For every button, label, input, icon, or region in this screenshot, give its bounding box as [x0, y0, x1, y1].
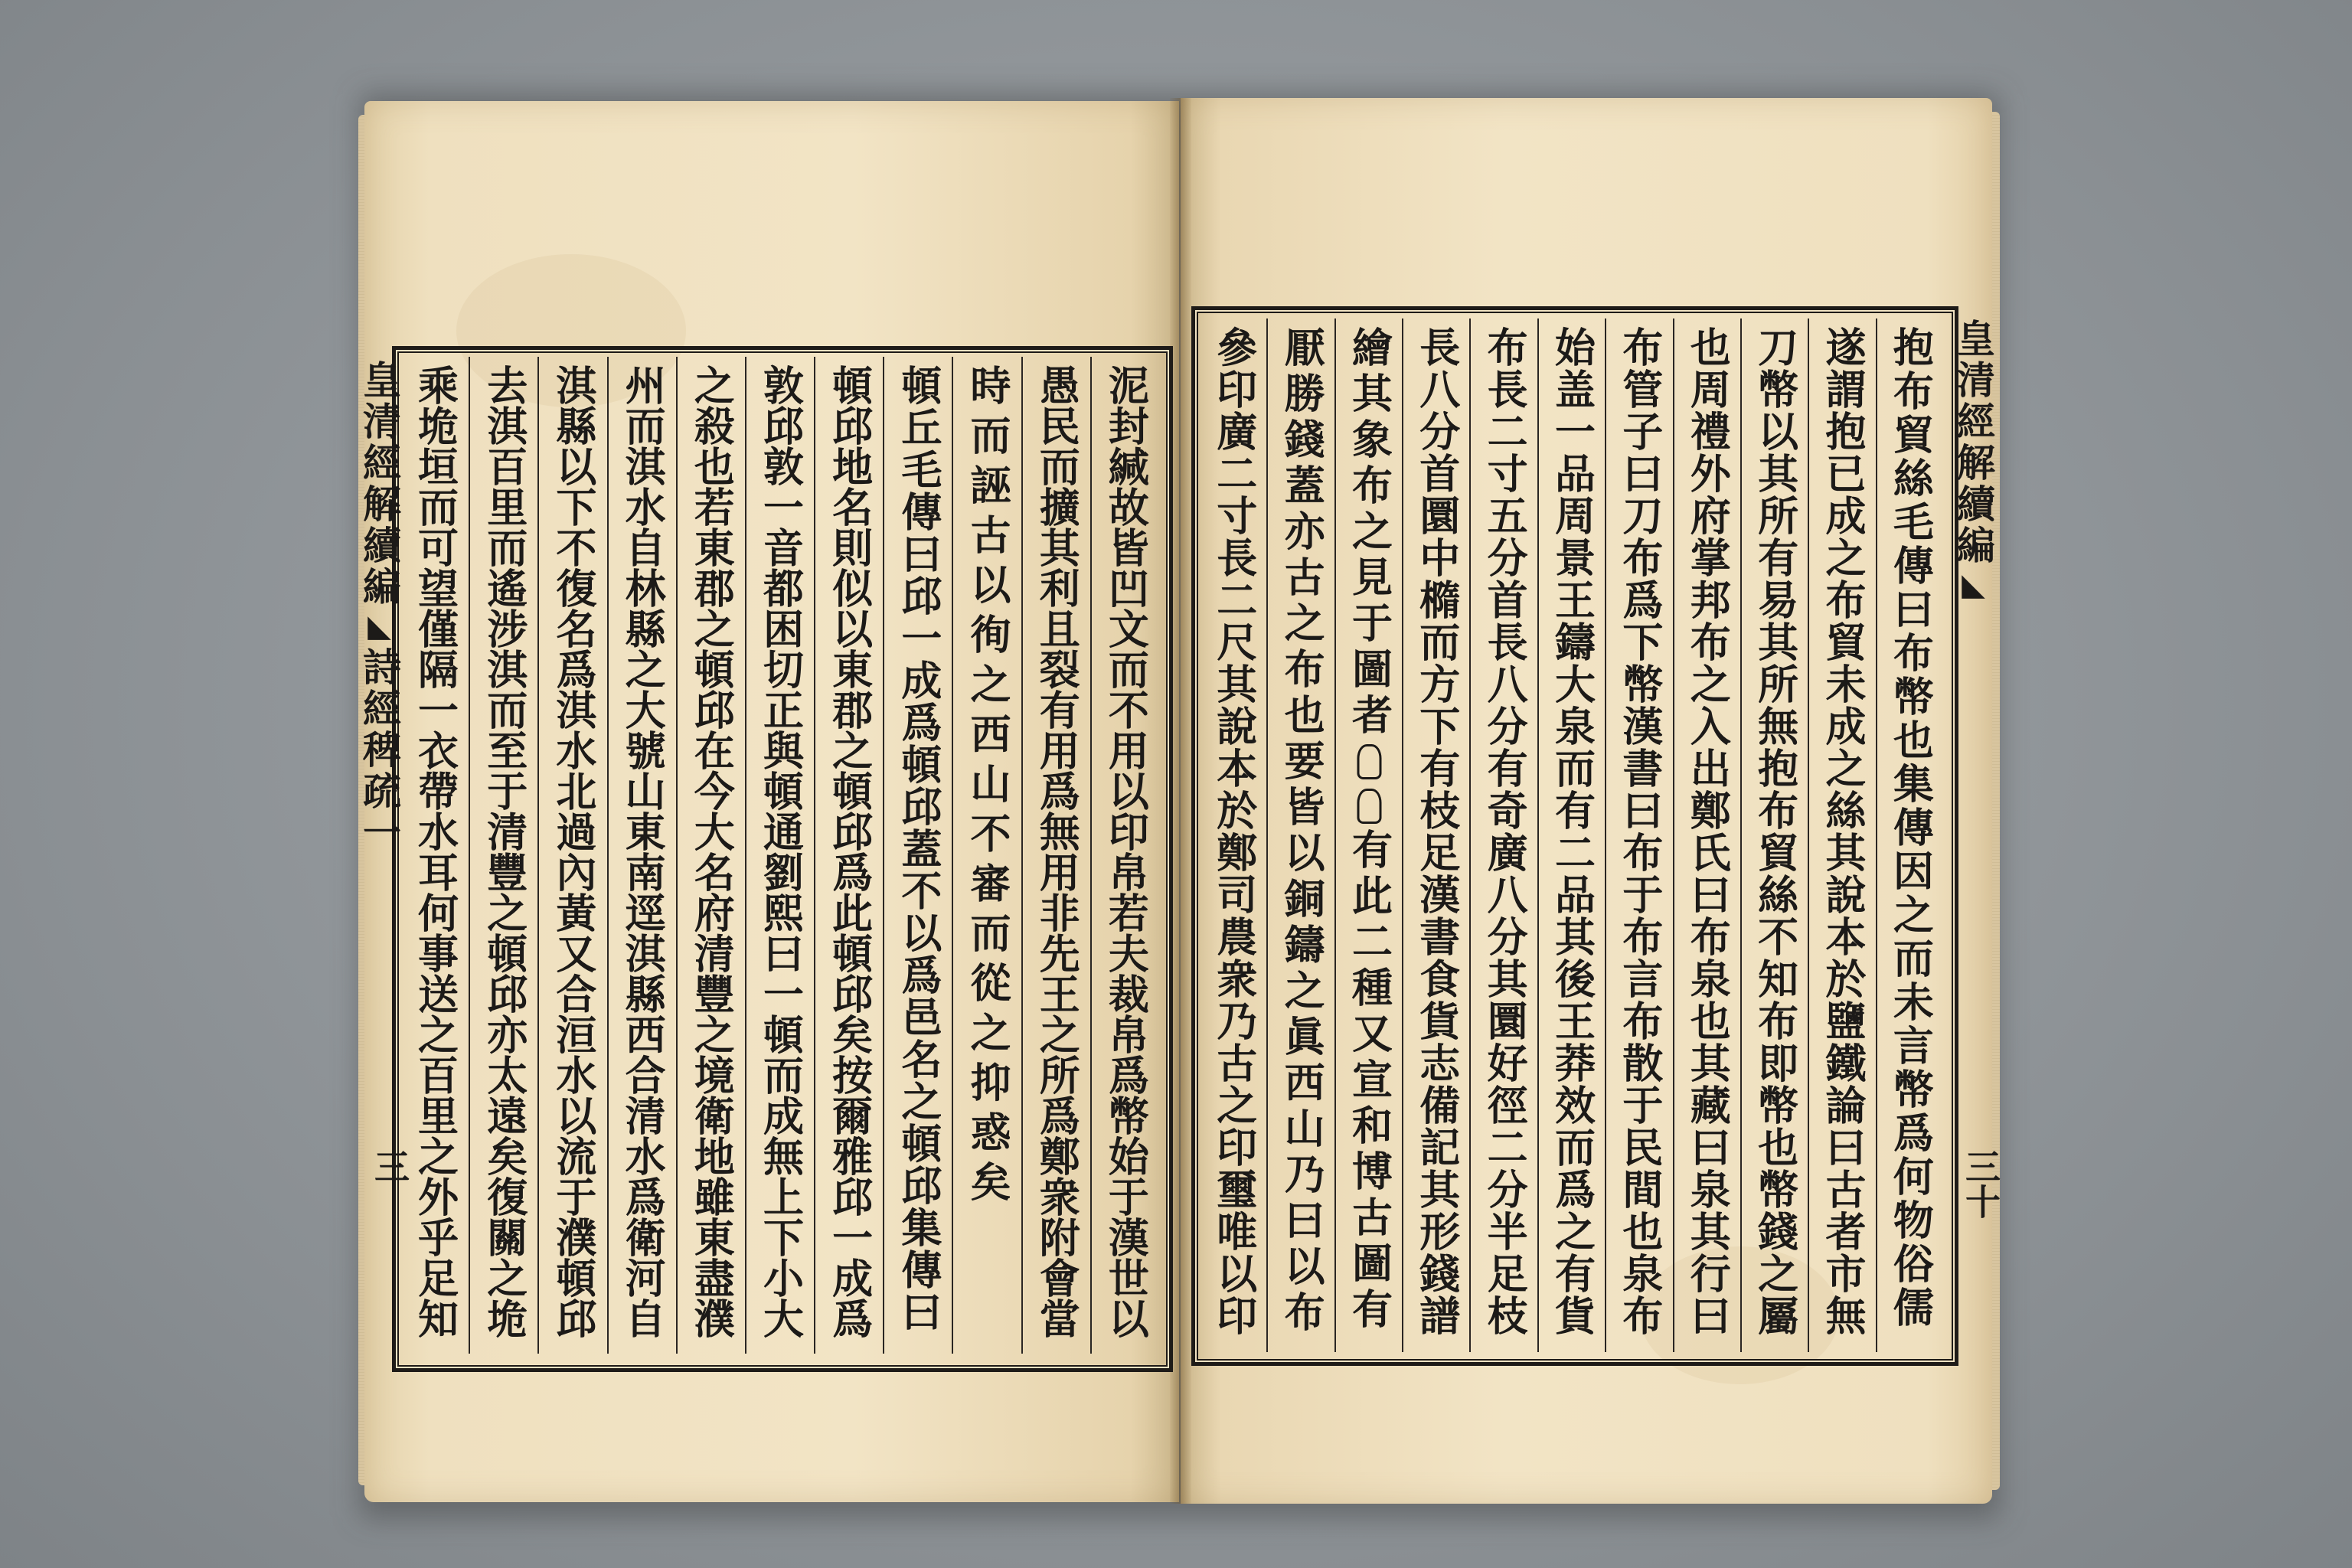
- right-title: 皇清經解續編: [1951, 318, 1996, 567]
- text-column: 泥封緘故皆凹文而不用以印帛若夫裁帛爲幣始于漢世以: [1090, 357, 1159, 1354]
- text-column: 敦邱敦一音都困切正與頓通劉熙曰一頓而成無上下小大: [745, 357, 814, 1354]
- text-column: [1334, 318, 1402, 1352]
- text-column: 參印廣二寸長二尺其說本於鄭司農衆乃古之印璽唯以印: [1210, 326, 1258, 1337]
- text-column: 淇縣以下不復名爲淇水北過內黃又合洹水以流于濮頓邱: [537, 357, 606, 1354]
- right-folio: 三十: [1960, 1148, 2001, 1219]
- text-column: 之殺也若東郡之頓邱在今大名府清豐之境衛地雖東盡濮: [676, 357, 745, 1354]
- text-column: 抱布貿絲毛傳曰布幣也集傳因之而未言幣爲何物俗儒: [1876, 318, 1943, 1352]
- text-column: 去淇百里而遙涉淇而至于清豐之頓邱亦太遠矣復關之垝: [469, 357, 537, 1354]
- text-column: 時而誣古以徇之西山不審而從之抑惑矣: [952, 357, 1021, 1354]
- left-title: 皇清經解續編: [357, 360, 402, 608]
- text-column: 長八分首圜中橢而方下有枝足漢書食貨志備記其形錢譜: [1402, 318, 1469, 1352]
- fish-tail-mark: ◣: [361, 608, 397, 647]
- book-gutter: [1170, 98, 1191, 1504]
- fish-tail-mark: ◣: [1955, 567, 1991, 606]
- text-column: 遂謂抱已成之布貿未成之絲其說本於鹽鐵論曰古者市無: [1808, 318, 1875, 1352]
- right-text-columns: [1200, 318, 1943, 1352]
- column-with-coin-figures: 繪其象布之見于圖者有此二種又宣和博古圖有: [1345, 326, 1393, 1334]
- text-column: 始盖一品周景王鑄大泉而有二品其後王莽效而爲之有貨: [1537, 318, 1605, 1352]
- text-column: 布長二寸五分首長八分有奇廣八分其圜好徑二分半足枝: [1469, 318, 1537, 1352]
- right-margin-title: [1951, 318, 1996, 1237]
- text-column: 也周禮外府掌邦布之入出鄭氏曰布泉也其藏曰泉其行曰: [1673, 318, 1740, 1352]
- left-text-columns: [401, 357, 1159, 1354]
- text-column: 頓丘毛傳曰邱一成爲頓邱蓋不以爲邑名之頓邱集傳曰: [883, 357, 952, 1354]
- text-column: 頓邱地名則似以東郡之頓邱爲此頓邱矣按爾雅邱一成爲: [814, 357, 883, 1354]
- text-column: 州而淇水自林縣之大號山東南逕淇縣西合清水爲衛河自: [607, 357, 676, 1354]
- text-column: 布管子曰刀布爲下幣漢書曰布于布言布散于民間也泉布: [1605, 318, 1672, 1352]
- spade-coin-figure-icon: [1357, 744, 1381, 779]
- left-folio: 三: [369, 1148, 410, 1184]
- text-column: 厭勝錢蓋亦古之布也要皆以銅鑄之眞西山乃曰以布: [1266, 318, 1334, 1352]
- text-column: 刀幣以其所有易其所無抱布貿絲不知布即幣也幣錢之屬: [1740, 318, 1808, 1352]
- text-column: 愚民而擴其利且裂有用爲無用非先王之所爲鄭衆附會當: [1021, 357, 1090, 1354]
- spade-coin-figure-icon: [1357, 789, 1381, 824]
- left-section: 詩經稗疏一: [357, 647, 402, 854]
- text-column: 乘垝垣而可望僅隔一衣帶水耳何事送之百里之外乎足知: [411, 364, 459, 1338]
